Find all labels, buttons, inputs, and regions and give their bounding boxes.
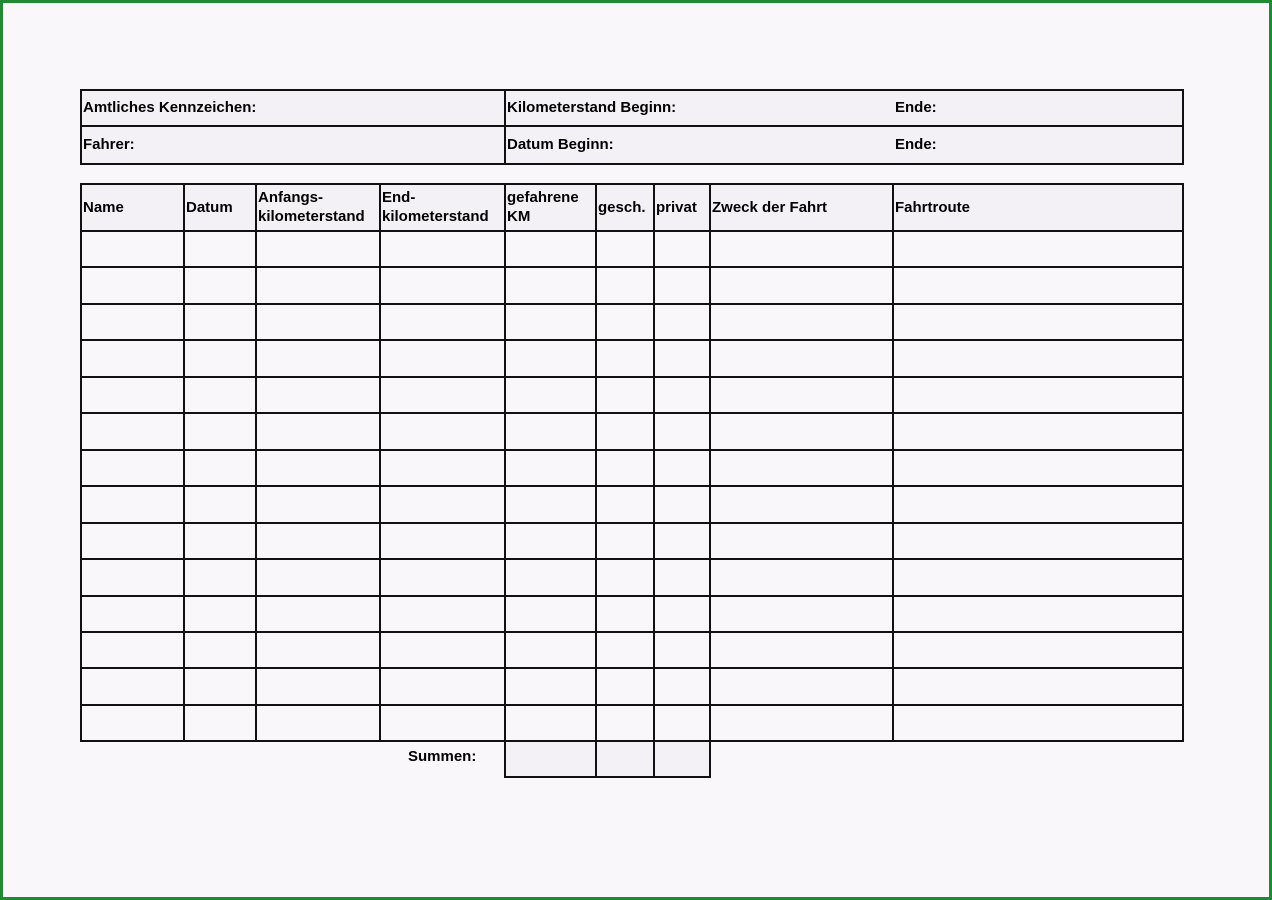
table-cell[interactable] [894, 268, 1182, 303]
table-cell[interactable] [711, 706, 892, 740]
date-start-label: Datum Beginn: [507, 136, 614, 153]
column-header-label-line2: kilometerstand [258, 208, 365, 225]
driver-label: Fahrer: [83, 136, 135, 153]
table-cell[interactable] [894, 706, 1182, 740]
column-header [257, 185, 379, 230]
column-header-label: Fahrtroute [895, 199, 970, 216]
trip-log-table [80, 183, 1184, 778]
table-cell[interactable] [506, 305, 595, 339]
table-cell[interactable] [597, 597, 653, 631]
info-border-right [1182, 89, 1184, 165]
table-cell[interactable] [711, 597, 892, 631]
table-cell[interactable] [506, 669, 595, 704]
km-end-field[interactable] [892, 91, 1182, 125]
table-cell[interactable] [506, 414, 595, 449]
table-cell[interactable] [185, 706, 255, 740]
table-cell[interactable] [711, 633, 892, 667]
table-cell[interactable] [257, 305, 379, 339]
table-cell[interactable] [597, 341, 653, 376]
table-cell[interactable] [894, 378, 1182, 412]
table-cell[interactable] [381, 524, 504, 558]
table-cell[interactable] [655, 669, 709, 704]
table-cell[interactable] [894, 414, 1182, 449]
table-cell[interactable] [655, 268, 709, 303]
table-cell[interactable] [185, 232, 255, 266]
sum-column-border [709, 740, 711, 778]
table-cell[interactable] [82, 414, 183, 449]
date-end-field[interactable] [892, 127, 1182, 163]
table-cell[interactable] [655, 341, 709, 376]
table-cell[interactable] [257, 232, 379, 266]
table-cell[interactable] [597, 268, 653, 303]
table-cell[interactable] [894, 232, 1182, 266]
table-cell[interactable] [381, 560, 504, 595]
table-cell[interactable] [381, 669, 504, 704]
table-cell[interactable] [185, 560, 255, 595]
table-cell[interactable] [82, 597, 183, 631]
table-cell[interactable] [597, 378, 653, 412]
table-cell[interactable] [597, 487, 653, 522]
table-cell[interactable] [185, 669, 255, 704]
table-cell[interactable] [711, 414, 892, 449]
table-cell[interactable] [381, 414, 504, 449]
table-cell[interactable] [655, 378, 709, 412]
table-cell[interactable] [894, 451, 1182, 485]
table-cell[interactable] [506, 232, 595, 266]
table-cell[interactable] [655, 487, 709, 522]
table-cell[interactable] [711, 524, 892, 558]
table-cell[interactable] [506, 487, 595, 522]
table-cell[interactable] [257, 414, 379, 449]
table-cell[interactable] [711, 232, 892, 266]
column-header [711, 185, 892, 230]
table-cell[interactable] [257, 487, 379, 522]
date-start-field[interactable] [506, 127, 892, 163]
table-cell[interactable] [257, 524, 379, 558]
table-cell[interactable] [655, 706, 709, 740]
table-cell[interactable] [185, 524, 255, 558]
table-cell[interactable] [381, 633, 504, 667]
table-cell[interactable] [185, 268, 255, 303]
table-cell[interactable] [506, 706, 595, 740]
table-cell[interactable] [711, 341, 892, 376]
sum-cell[interactable] [655, 742, 709, 776]
table-cell[interactable] [894, 524, 1182, 558]
table-cell[interactable] [381, 305, 504, 339]
table-cell[interactable] [597, 305, 653, 339]
column-header [597, 185, 653, 230]
table-cell[interactable] [381, 378, 504, 412]
table-cell[interactable] [655, 232, 709, 266]
table-cell[interactable] [711, 268, 892, 303]
table-cell[interactable] [655, 305, 709, 339]
column-header-label-line2: kilometerstand [382, 208, 489, 225]
driver-field[interactable] [82, 127, 504, 163]
table-cell[interactable] [655, 414, 709, 449]
table-cell[interactable] [381, 451, 504, 485]
table-cell[interactable] [82, 706, 183, 740]
km-start-label: Kilometerstand Beginn: [507, 99, 677, 116]
watermark [43, 851, 46, 862]
sum-cell[interactable] [597, 742, 653, 776]
plate-field[interactable] [82, 91, 504, 125]
table-cell[interactable] [894, 669, 1182, 704]
table-cell[interactable] [894, 633, 1182, 667]
table-cell[interactable] [597, 524, 653, 558]
column-header-label: gefahrene [507, 189, 579, 206]
table-cell[interactable] [711, 451, 892, 485]
table-cell[interactable] [185, 597, 255, 631]
table-cell[interactable] [506, 524, 595, 558]
plate-label: Amtliches Kennzeichen: [83, 99, 257, 116]
table-cell[interactable] [185, 451, 255, 485]
table-cell[interactable] [506, 378, 595, 412]
column-header [894, 185, 1182, 230]
table-cell[interactable] [82, 560, 183, 595]
table-cell[interactable] [655, 560, 709, 595]
table-cell[interactable] [506, 451, 595, 485]
table-cell[interactable] [185, 378, 255, 412]
table-cell[interactable] [597, 633, 653, 667]
column-header [506, 185, 595, 230]
table-cell[interactable] [381, 597, 504, 631]
table-cell[interactable] [185, 633, 255, 667]
table-cell[interactable] [257, 669, 379, 704]
table-cell[interactable] [257, 341, 379, 376]
table-cell[interactable] [894, 487, 1182, 522]
table-cell[interactable] [381, 487, 504, 522]
table-cell[interactable] [597, 451, 653, 485]
sum-label: Summen: [408, 748, 477, 765]
table-cell[interactable] [82, 487, 183, 522]
table-cell[interactable] [711, 560, 892, 595]
table-cell[interactable] [82, 341, 183, 376]
table-cell[interactable] [257, 706, 379, 740]
column-header-label: gesch. [598, 199, 646, 216]
table-cell[interactable] [506, 597, 595, 631]
column-header-label: Datum [186, 199, 233, 216]
table-cell[interactable] [82, 451, 183, 485]
table-cell[interactable] [257, 378, 379, 412]
table-cell[interactable] [185, 487, 255, 522]
column-header [185, 185, 255, 230]
table-cell[interactable] [381, 268, 504, 303]
table-cell[interactable] [82, 524, 183, 558]
table-cell[interactable] [381, 706, 504, 740]
column-header-label: Anfangs- [258, 189, 323, 206]
column-header [655, 185, 709, 230]
sum-border-bottom [504, 776, 711, 778]
table-cell[interactable] [82, 669, 183, 704]
table-cell[interactable] [894, 560, 1182, 595]
table-cell[interactable] [711, 669, 892, 704]
km-end-label: Ende: [895, 99, 937, 116]
date-end-label: Ende: [895, 136, 937, 153]
column-header [82, 185, 183, 230]
table-cell[interactable] [381, 341, 504, 376]
sum-cell[interactable] [506, 742, 595, 776]
column-border [1182, 183, 1184, 741]
table-cell[interactable] [506, 341, 595, 376]
table-cell[interactable] [894, 305, 1182, 339]
table-cell[interactable] [711, 305, 892, 339]
column-header-label: Name [83, 199, 124, 216]
column-header-label-line2: KM [507, 208, 531, 225]
table-cell[interactable] [82, 268, 183, 303]
table-cell[interactable] [185, 341, 255, 376]
table-cell[interactable] [257, 560, 379, 595]
km-start-field[interactable] [506, 91, 892, 125]
table-cell[interactable] [597, 232, 653, 266]
table-cell[interactable] [711, 487, 892, 522]
table-cell[interactable] [597, 706, 653, 740]
table-cell[interactable] [82, 305, 183, 339]
table-cell[interactable] [257, 451, 379, 485]
column-header-label: privat [656, 199, 697, 216]
info-border-bottom [80, 163, 1184, 165]
table-cell[interactable] [381, 232, 504, 266]
column-header-label: Zweck der Fahrt [712, 199, 828, 216]
table-cell[interactable] [506, 268, 595, 303]
table-cell[interactable] [597, 669, 653, 704]
table-cell[interactable] [82, 378, 183, 412]
table-cell[interactable] [711, 378, 892, 412]
table-cell[interactable] [185, 305, 255, 339]
table-cell[interactable] [597, 560, 653, 595]
table-cell[interactable] [82, 232, 183, 266]
table-cell[interactable] [82, 633, 183, 667]
table-cell[interactable] [655, 524, 709, 558]
vehicle-info-block [80, 89, 1184, 165]
table-cell[interactable] [655, 633, 709, 667]
table-cell[interactable] [257, 597, 379, 631]
table-cell[interactable] [257, 633, 379, 667]
table-cell[interactable] [506, 560, 595, 595]
table-cell[interactable] [597, 414, 653, 449]
table-cell[interactable] [257, 268, 379, 303]
table-cell[interactable] [655, 597, 709, 631]
table-cell[interactable] [894, 597, 1182, 631]
table-cell[interactable] [894, 341, 1182, 376]
column-header [381, 185, 504, 230]
table-cell[interactable] [655, 451, 709, 485]
table-cell[interactable] [185, 414, 255, 449]
column-header-label: End- [382, 189, 416, 206]
table-cell[interactable] [506, 633, 595, 667]
